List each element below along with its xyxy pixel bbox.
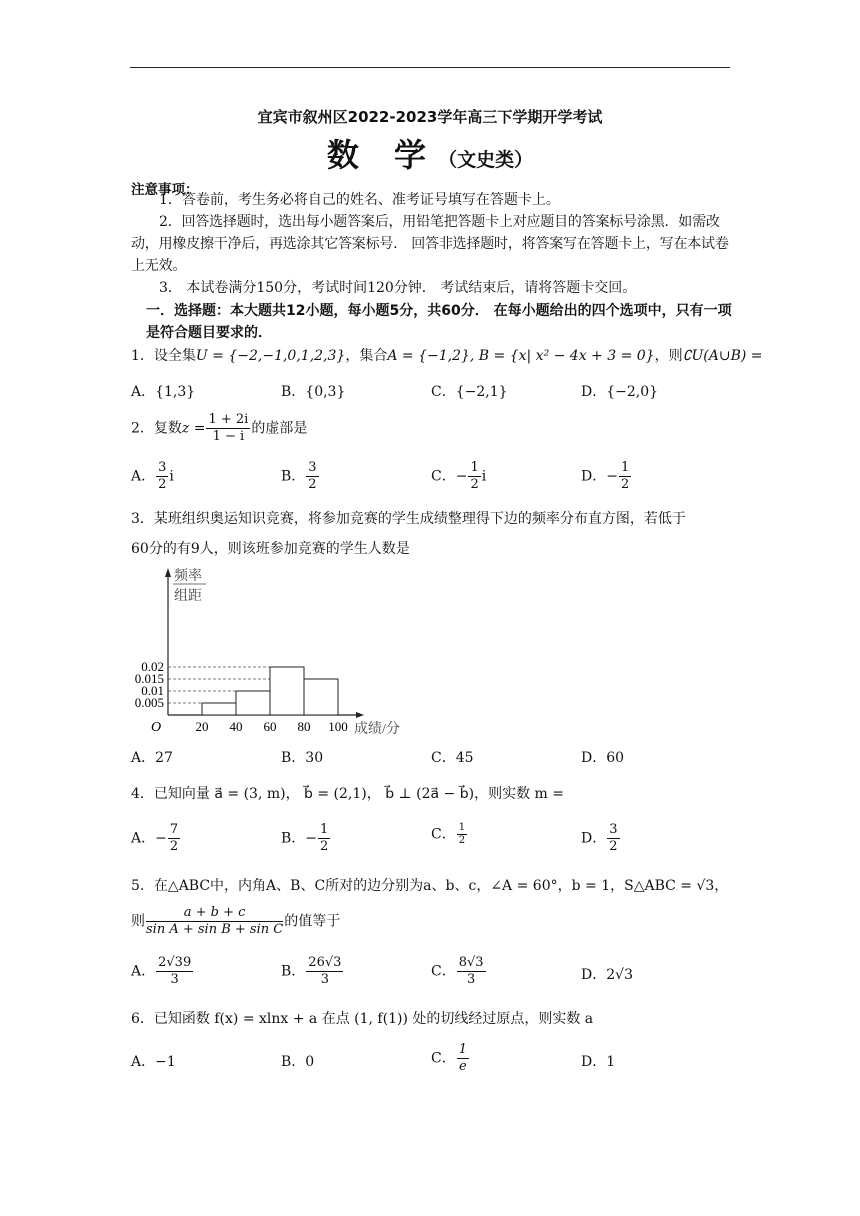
top-rule	[130, 67, 730, 68]
q5-option-d[interactable]	[581, 964, 633, 984]
q3-option-a[interactable]: A．27	[131, 750, 173, 766]
q2-a-den: 2	[158, 477, 167, 492]
q4-c-label: C．	[431, 826, 456, 843]
q2-option-d[interactable]	[581, 460, 632, 493]
q2-a-frac	[156, 460, 168, 493]
section1-title: 一．选择题：本大题共12小题，每小题5分，共60分． 在每小题给出的四个选项中，只有一项是符合题目要求的．	[146, 303, 732, 341]
q2-d-den: 2	[620, 477, 630, 492]
q4-a-frac	[168, 822, 180, 855]
q4-c-num: 1	[458, 822, 466, 833]
q4-b-den: 2	[320, 839, 329, 854]
q2-c-den: 2	[470, 477, 479, 492]
q6-b-label: B．	[281, 1054, 306, 1070]
q2-z: z =	[181, 420, 206, 437]
x-tick-label: 60	[263, 719, 277, 734]
q2-a-suffix: i	[169, 468, 174, 485]
q6-text: 已知函数 f(x) = xlnx + a 在点 (1, f(1)) 处的切线经过原点，则实数 a	[153, 1011, 594, 1027]
q2-text-b: 的虚部是	[251, 420, 308, 437]
question-2	[131, 412, 307, 445]
y-tick-label: 0.02	[141, 659, 164, 674]
q3-option-b[interactable]: B．30	[281, 750, 324, 766]
q2-c-prefix: −	[455, 468, 468, 485]
q3-num: 3．	[131, 511, 154, 527]
q1-ask: ∁U(A∪B) =	[682, 348, 763, 364]
question-3-line2: 60分的有9人，则该班参加竞赛的学生人数是	[131, 541, 410, 557]
x-tick-label: 20	[195, 719, 209, 734]
q5-d-label: D．	[581, 967, 607, 983]
q4-option-b[interactable]	[281, 822, 331, 855]
histogram-bar	[304, 679, 338, 715]
exam-title	[0, 130, 860, 176]
q2-fraction	[206, 412, 250, 445]
question-1	[131, 345, 763, 365]
q3-line1: 某班组织奥运知识竞赛，将参加竞赛的学生成绩整理得下边的频率分布直方图，若低于	[153, 511, 686, 527]
q6-a-label: A．	[131, 1054, 156, 1070]
q2-d-num: 1	[620, 460, 630, 475]
q6-b-value: 0	[305, 1054, 315, 1070]
q6-d-label: D．	[581, 1054, 607, 1070]
y-tick-label: 0.005	[134, 695, 164, 710]
note-item-3: 3． 本试卷满分150分，考试时间120分钟． 考试结束后，请将答题卡交回。	[159, 280, 637, 296]
q6-c-label: C．	[431, 1050, 456, 1067]
x-axis-label: 成绩/分	[354, 722, 400, 737]
q4-a-den: 2	[169, 839, 179, 854]
question-6	[131, 1008, 593, 1028]
q6-option-d[interactable]	[581, 1051, 615, 1071]
q5-c-den: 3	[466, 972, 476, 987]
q2-num: 2．	[131, 420, 154, 437]
notes-title: 注意事项：	[131, 182, 199, 198]
q4-c-frac	[457, 822, 467, 847]
q2-d-label: D．	[581, 468, 607, 485]
q5-c-label: C．	[431, 963, 456, 980]
q1-text-c: ，则	[654, 348, 683, 364]
q5-option-a[interactable]	[131, 955, 194, 988]
q5-b-num: 26√3	[308, 955, 342, 970]
q4-option-c[interactable]	[431, 822, 468, 847]
histogram-bar	[202, 703, 236, 715]
y-axis-label-top: 频率	[174, 569, 202, 584]
q5-b-label: B．	[281, 963, 306, 980]
q6-c-frac	[457, 1042, 469, 1075]
q1-num: 1．	[131, 348, 154, 364]
q5-a-label: A．	[131, 963, 156, 980]
q1-option-b[interactable]: B．{0,3}	[281, 384, 346, 400]
histogram-bar	[236, 691, 270, 715]
histogram-svg	[128, 563, 428, 743]
q6-d-value: 1	[606, 1054, 616, 1070]
q4-b-num: 1	[320, 822, 329, 837]
y-axis-label-bottom: 组距	[174, 589, 202, 604]
q5-b-frac	[306, 955, 343, 988]
q5-option-c[interactable]	[431, 955, 487, 988]
q4-c-den: 2	[458, 835, 466, 846]
q5-num: 5．	[131, 878, 154, 894]
q5-line2-post: 的值等于	[284, 913, 341, 930]
q1-set-ab: A = {−1,2}, B = {x| x² − 4x + 3 = 0}	[387, 348, 655, 364]
y-tick-label: 0.01	[141, 683, 164, 698]
q2-c-suffix: i	[481, 468, 487, 485]
q6-c-den: e	[459, 1059, 467, 1074]
q5-a-den: 3	[170, 972, 179, 987]
q5-a-num: 2√39	[158, 955, 192, 970]
q2-d-frac	[619, 460, 631, 493]
q1-option-a[interactable]: A．{1,3}	[131, 384, 196, 400]
q4-a-label: A．	[131, 830, 156, 847]
q2-b-label: B．	[281, 468, 306, 485]
q2-d-prefix: −	[606, 468, 618, 485]
q1-option-c[interactable]: C．{−2,1}	[431, 384, 508, 400]
title-main: 数 学	[326, 136, 439, 174]
q5-fraction	[146, 905, 283, 938]
q6-num: 6．	[131, 1011, 154, 1027]
histogram-bar	[270, 667, 304, 715]
note-item-2: 2．回答选择题时，选出每小题答案后，用铅笔把答题卡上对应题目的答案标号涂黑．如需改动，用橡皮擦干净后，再选涂其它答案标号． 回答非选择题时，将答案写在答题卡上，写在本试卷上无效。	[131, 214, 729, 274]
x-tick-label: 100	[328, 719, 348, 734]
note-item-1: 1．答卷前，考生务必将自己的姓名、准考证号填写在答题卡上。	[159, 192, 560, 208]
q6-c-num: 1	[458, 1042, 467, 1057]
y-axis-arrow	[165, 568, 171, 577]
q6-a-value: −1	[155, 1054, 176, 1070]
q5-frac-num: a + b + c	[146, 905, 283, 922]
q6-option-c[interactable]	[431, 1042, 470, 1075]
q2-option-a[interactable]	[131, 460, 174, 493]
q5-c-num: 8√3	[458, 955, 484, 970]
q2-b-den: 2	[308, 477, 317, 492]
origin-label: O	[150, 720, 162, 735]
q4-a-prefix: −	[155, 830, 167, 847]
q5-frac-den: sin A + sin B + sin C	[146, 922, 284, 937]
q4-d-frac	[607, 822, 619, 855]
q4-num: 4．	[131, 786, 154, 802]
q3-option-c[interactable]: C．45	[431, 750, 474, 766]
exam-subtitle: 宜宾市叙州区2022-2023学年高三下学期开学考试	[257, 108, 603, 126]
q3-option-d[interactable]: D．60	[581, 750, 625, 766]
q4-b-prefix: −	[305, 830, 318, 847]
q5-line2-pre: 则	[131, 913, 145, 930]
q4-d-label: D．	[581, 830, 607, 847]
q2-b-frac	[306, 460, 318, 493]
q2-c-num: 1	[470, 460, 479, 475]
histogram-chart	[128, 563, 428, 743]
q2-a-label: A．	[131, 468, 156, 485]
q2-text-a: 复数	[153, 420, 182, 437]
question-3-line1	[131, 508, 686, 528]
q4-a-num: 7	[169, 822, 179, 837]
q2-c-frac	[468, 460, 480, 493]
q5-b-den: 3	[320, 972, 329, 987]
q2-a-num: 3	[158, 460, 167, 475]
q1-text-b: ，集合	[345, 348, 388, 364]
q4-d-num: 3	[609, 822, 618, 837]
q4-b-label: B．	[281, 830, 306, 847]
q6-option-b[interactable]	[281, 1051, 314, 1071]
x-tick-label: 40	[229, 719, 243, 734]
q5-option-b[interactable]	[281, 955, 344, 988]
q1-option-d[interactable]: D．{−2,0}	[581, 384, 659, 400]
q2-frac-num: 1 + 2i	[208, 412, 249, 427]
y-tick-label: 0.015	[134, 671, 164, 686]
q1-set-u: U = {−2,−1,0,1,2,3}	[195, 348, 346, 364]
title-paren: （文史类）	[438, 149, 534, 171]
q4-b-frac	[318, 822, 330, 855]
q2-b-num: 3	[308, 460, 317, 475]
question-4	[131, 783, 564, 803]
q5-d-value: 2√3	[606, 967, 633, 983]
q6-option-a[interactable]	[131, 1051, 176, 1071]
q5-a-frac	[156, 955, 193, 988]
q4-option-a[interactable]	[131, 822, 181, 855]
q4-option-d[interactable]	[581, 822, 621, 855]
x-tick-label: 80	[297, 719, 311, 734]
x-axis-arrow	[356, 712, 364, 718]
q4-d-den: 2	[609, 839, 618, 854]
q2-option-b[interactable]	[281, 460, 320, 493]
question-5-line1	[131, 875, 728, 895]
question-5-line2	[131, 905, 340, 938]
q2-c-label: C．	[431, 468, 456, 485]
q1-text-a: 设全集	[153, 348, 196, 364]
q5-c-frac	[457, 955, 486, 988]
q2-option-c[interactable]	[431, 460, 486, 493]
q4-text: 已知向量 a⃗ = (3, m)， b⃗ = (2,1)， b⃗ ⊥ (2a⃗ − b⃗)，则实数 m =	[153, 786, 564, 802]
q2-frac-den: 1 − i	[212, 429, 245, 444]
q5-line1: 在△ABC中，内角A、B、C所对的边分别为a、b、c，∠A = 60°，b = 1，S△ABC = √3，	[153, 878, 729, 894]
